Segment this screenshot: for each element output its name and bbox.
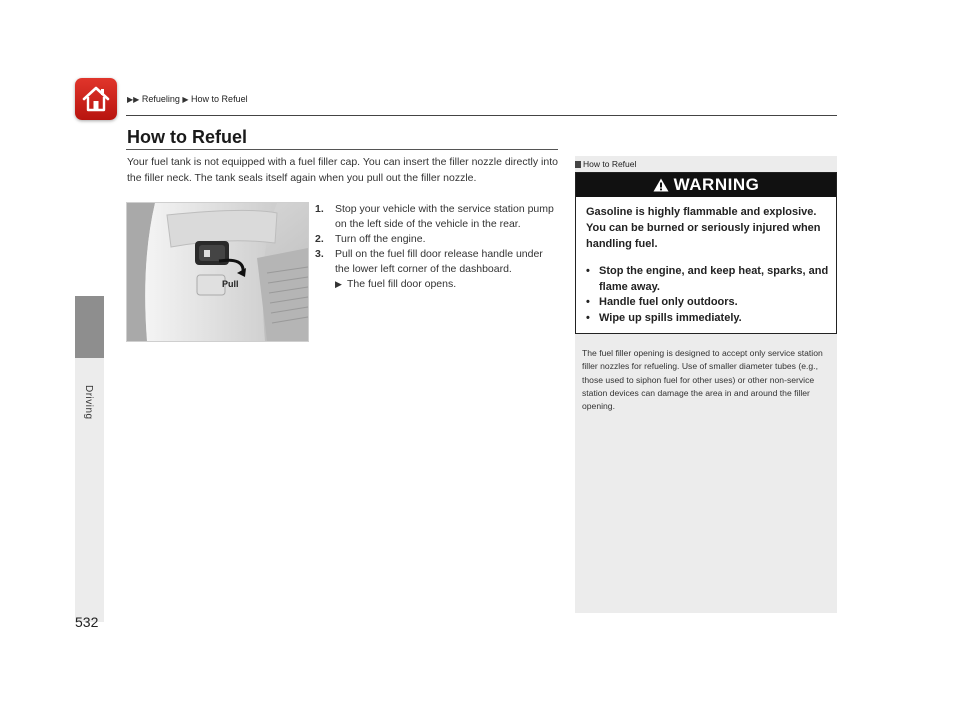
step-1 bbox=[315, 202, 555, 232]
step-text: Turn off the engine. bbox=[335, 233, 426, 245]
warning-item-text: Handle fuel only outdoors. bbox=[599, 296, 738, 308]
intro-paragraph: Your fuel tank is not equipped with a fuel filler cap. You can insert the filler nozzle directly into the filler neck. The tank seals itself again when you pull out the filler nozzle. bbox=[127, 156, 558, 184]
warning-text: Gasoline is highly flammable and explosive. You can be burned or seriously injured when handling fuel. bbox=[586, 206, 821, 250]
chapter-tab-marker bbox=[75, 296, 104, 358]
fuel-door-release-illustration bbox=[127, 203, 308, 341]
warning-item bbox=[586, 295, 831, 311]
bullet-icon: • bbox=[586, 265, 590, 277]
warning-item bbox=[586, 264, 831, 295]
warning-item-text: Stop the engine, and keep heat, sparks, and flame away. bbox=[599, 265, 829, 293]
breadcrumb-arrow-icon: ▶ bbox=[182, 95, 189, 104]
step-3-result bbox=[315, 277, 555, 292]
home-button[interactable] bbox=[75, 78, 117, 120]
notes-heading[interactable] bbox=[575, 159, 636, 169]
warning-icon bbox=[653, 178, 669, 192]
warning-box bbox=[575, 172, 837, 334]
step-2 bbox=[315, 232, 555, 247]
title-divider bbox=[126, 149, 558, 150]
step-number: 3. bbox=[315, 248, 324, 260]
page-number: 532 bbox=[75, 614, 99, 630]
refuel-steps bbox=[315, 202, 555, 292]
header-divider bbox=[126, 115, 837, 116]
breadcrumb-page: How to Refuel bbox=[191, 94, 248, 104]
warning-list bbox=[586, 264, 831, 326]
warning-item-text: Wipe up spills immediately. bbox=[599, 311, 742, 324]
page-title: How to Refuel bbox=[127, 127, 247, 147]
warning-header bbox=[576, 173, 836, 197]
bullet-icon: • bbox=[586, 311, 590, 324]
step-number: 1. bbox=[315, 203, 324, 215]
breadcrumb-section[interactable]: Refueling bbox=[141, 94, 180, 104]
reference-marker-icon bbox=[575, 161, 581, 168]
fuel-door-illustration bbox=[126, 202, 309, 342]
notes-body: The fuel filler opening is designed to accept only service station filler nozzles for refueling. Use of smaller diameter tubes (e.g., those used to siphon fuel for other uses) or other non-service station devices can damage the area in and around the filler opening. bbox=[582, 348, 823, 412]
warning-item bbox=[586, 311, 831, 327]
figure-callout: Pull bbox=[222, 279, 239, 289]
step-text: Pull on the fuel fill door release handle under the lower left corner of the dashboard. bbox=[335, 248, 543, 275]
step-3 bbox=[315, 247, 555, 277]
chapter-tab-label: Driving bbox=[83, 385, 94, 420]
breadcrumb-arrow-icon: ▶▶ bbox=[127, 95, 140, 104]
step-text: Stop your vehicle with the service station pump on the left side of the vehicle in the rear. bbox=[335, 203, 554, 230]
warning-label: WARNING bbox=[673, 175, 760, 194]
step-result-text: The fuel fill door opens. bbox=[347, 278, 457, 290]
notes-heading-text: How to Refuel bbox=[583, 159, 637, 169]
bullet-icon: • bbox=[586, 296, 590, 308]
step-number: 2. bbox=[315, 233, 324, 245]
home-icon bbox=[81, 84, 111, 114]
breadcrumb bbox=[127, 94, 248, 104]
result-arrow-icon: ▶ bbox=[335, 279, 342, 289]
